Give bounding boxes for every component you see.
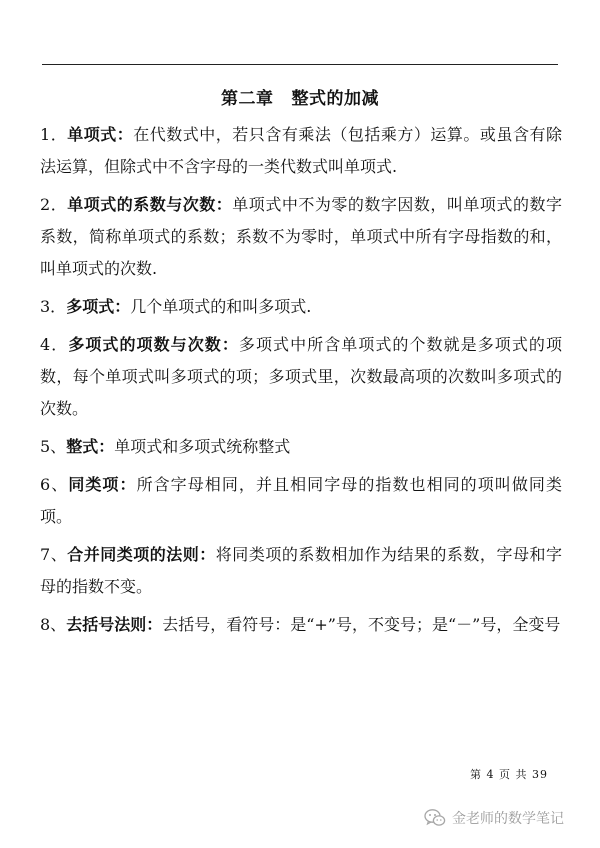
watermark-text: 金老师的数学笔记 bbox=[452, 811, 564, 827]
item-number: 7、 bbox=[40, 545, 68, 564]
item-number: 3． bbox=[40, 297, 67, 316]
item-text: 在代数式中，若只含有乘法（包括乘方）运算。或虽含有除法运算，但除式中不含字母的一类代数式叫单项式. bbox=[40, 125, 562, 176]
item-number: 1． bbox=[40, 125, 68, 144]
chapter-label: 第二章 bbox=[221, 89, 274, 109]
item-colon: ： bbox=[119, 475, 137, 494]
item-term: 整式 bbox=[66, 437, 99, 456]
definition-item-3 bbox=[40, 291, 562, 323]
item-term: 去括号法则 bbox=[66, 615, 147, 634]
definition-item-1 bbox=[40, 119, 562, 183]
item-number: 4． bbox=[40, 335, 69, 354]
item-text: 所含字母相同，并且相同字母的指数也相同的项叫做同类项。 bbox=[40, 475, 562, 526]
definition-item-8 bbox=[40, 609, 562, 641]
chapter-title bbox=[0, 84, 600, 109]
item-number: 8、 bbox=[40, 615, 67, 634]
item-colon: ： bbox=[199, 545, 216, 564]
item-term: 合并同类项的法则 bbox=[67, 545, 200, 564]
item-colon: ： bbox=[114, 297, 131, 316]
definition-item-6 bbox=[40, 469, 562, 533]
page-number: 第 4 页 共 39 bbox=[470, 768, 548, 781]
item-number: 6、 bbox=[40, 475, 69, 494]
item-term: 单项式 bbox=[67, 125, 117, 144]
item-number: 5、 bbox=[40, 437, 67, 456]
item-text: 单项式中不为零的数字因数，叫单项式的数字系数，简称单项式的系数；系数不为零时，单项式中所有字母指数的和，叫单项式的次数. bbox=[40, 195, 562, 278]
item-term: 单项式的系数与次数 bbox=[67, 195, 216, 214]
chapter-name: 整式的加减 bbox=[291, 89, 379, 109]
item-text: 几个单项式的和叫多项式. bbox=[130, 297, 312, 316]
item-text: 单项式和多项式统称整式 bbox=[114, 437, 291, 456]
item-number: 2． bbox=[40, 195, 68, 214]
wechat-icon bbox=[424, 808, 446, 828]
item-term: 多项式的项数与次数 bbox=[68, 335, 222, 354]
definitions-list bbox=[40, 119, 562, 647]
item-text: 将同类项的系数相加作为结果的系数，字母和字母的指数不变。 bbox=[40, 545, 562, 596]
item-text: 去括号，看符号：是“+”号，不变号；是“－”号，全变号 bbox=[162, 615, 561, 634]
item-text: 多项式中所含单项式的个数就是多项式的项数，每个单项式叫多项式的项；多项式里，次数最高项的次数叫多项式的次数。 bbox=[40, 335, 562, 418]
watermark bbox=[424, 808, 564, 828]
definition-item-5 bbox=[40, 431, 562, 463]
item-colon: ： bbox=[98, 437, 115, 456]
item-colon: ： bbox=[215, 195, 233, 214]
item-colon: ： bbox=[116, 125, 134, 144]
header-rule bbox=[42, 64, 558, 65]
item-colon: ： bbox=[146, 615, 163, 634]
definition-item-4 bbox=[40, 329, 562, 425]
definition-item-2 bbox=[40, 189, 562, 285]
item-colon: ： bbox=[221, 335, 239, 354]
item-term: 同类项 bbox=[68, 475, 120, 494]
item-term: 多项式 bbox=[66, 297, 115, 316]
definition-item-7 bbox=[40, 539, 562, 603]
